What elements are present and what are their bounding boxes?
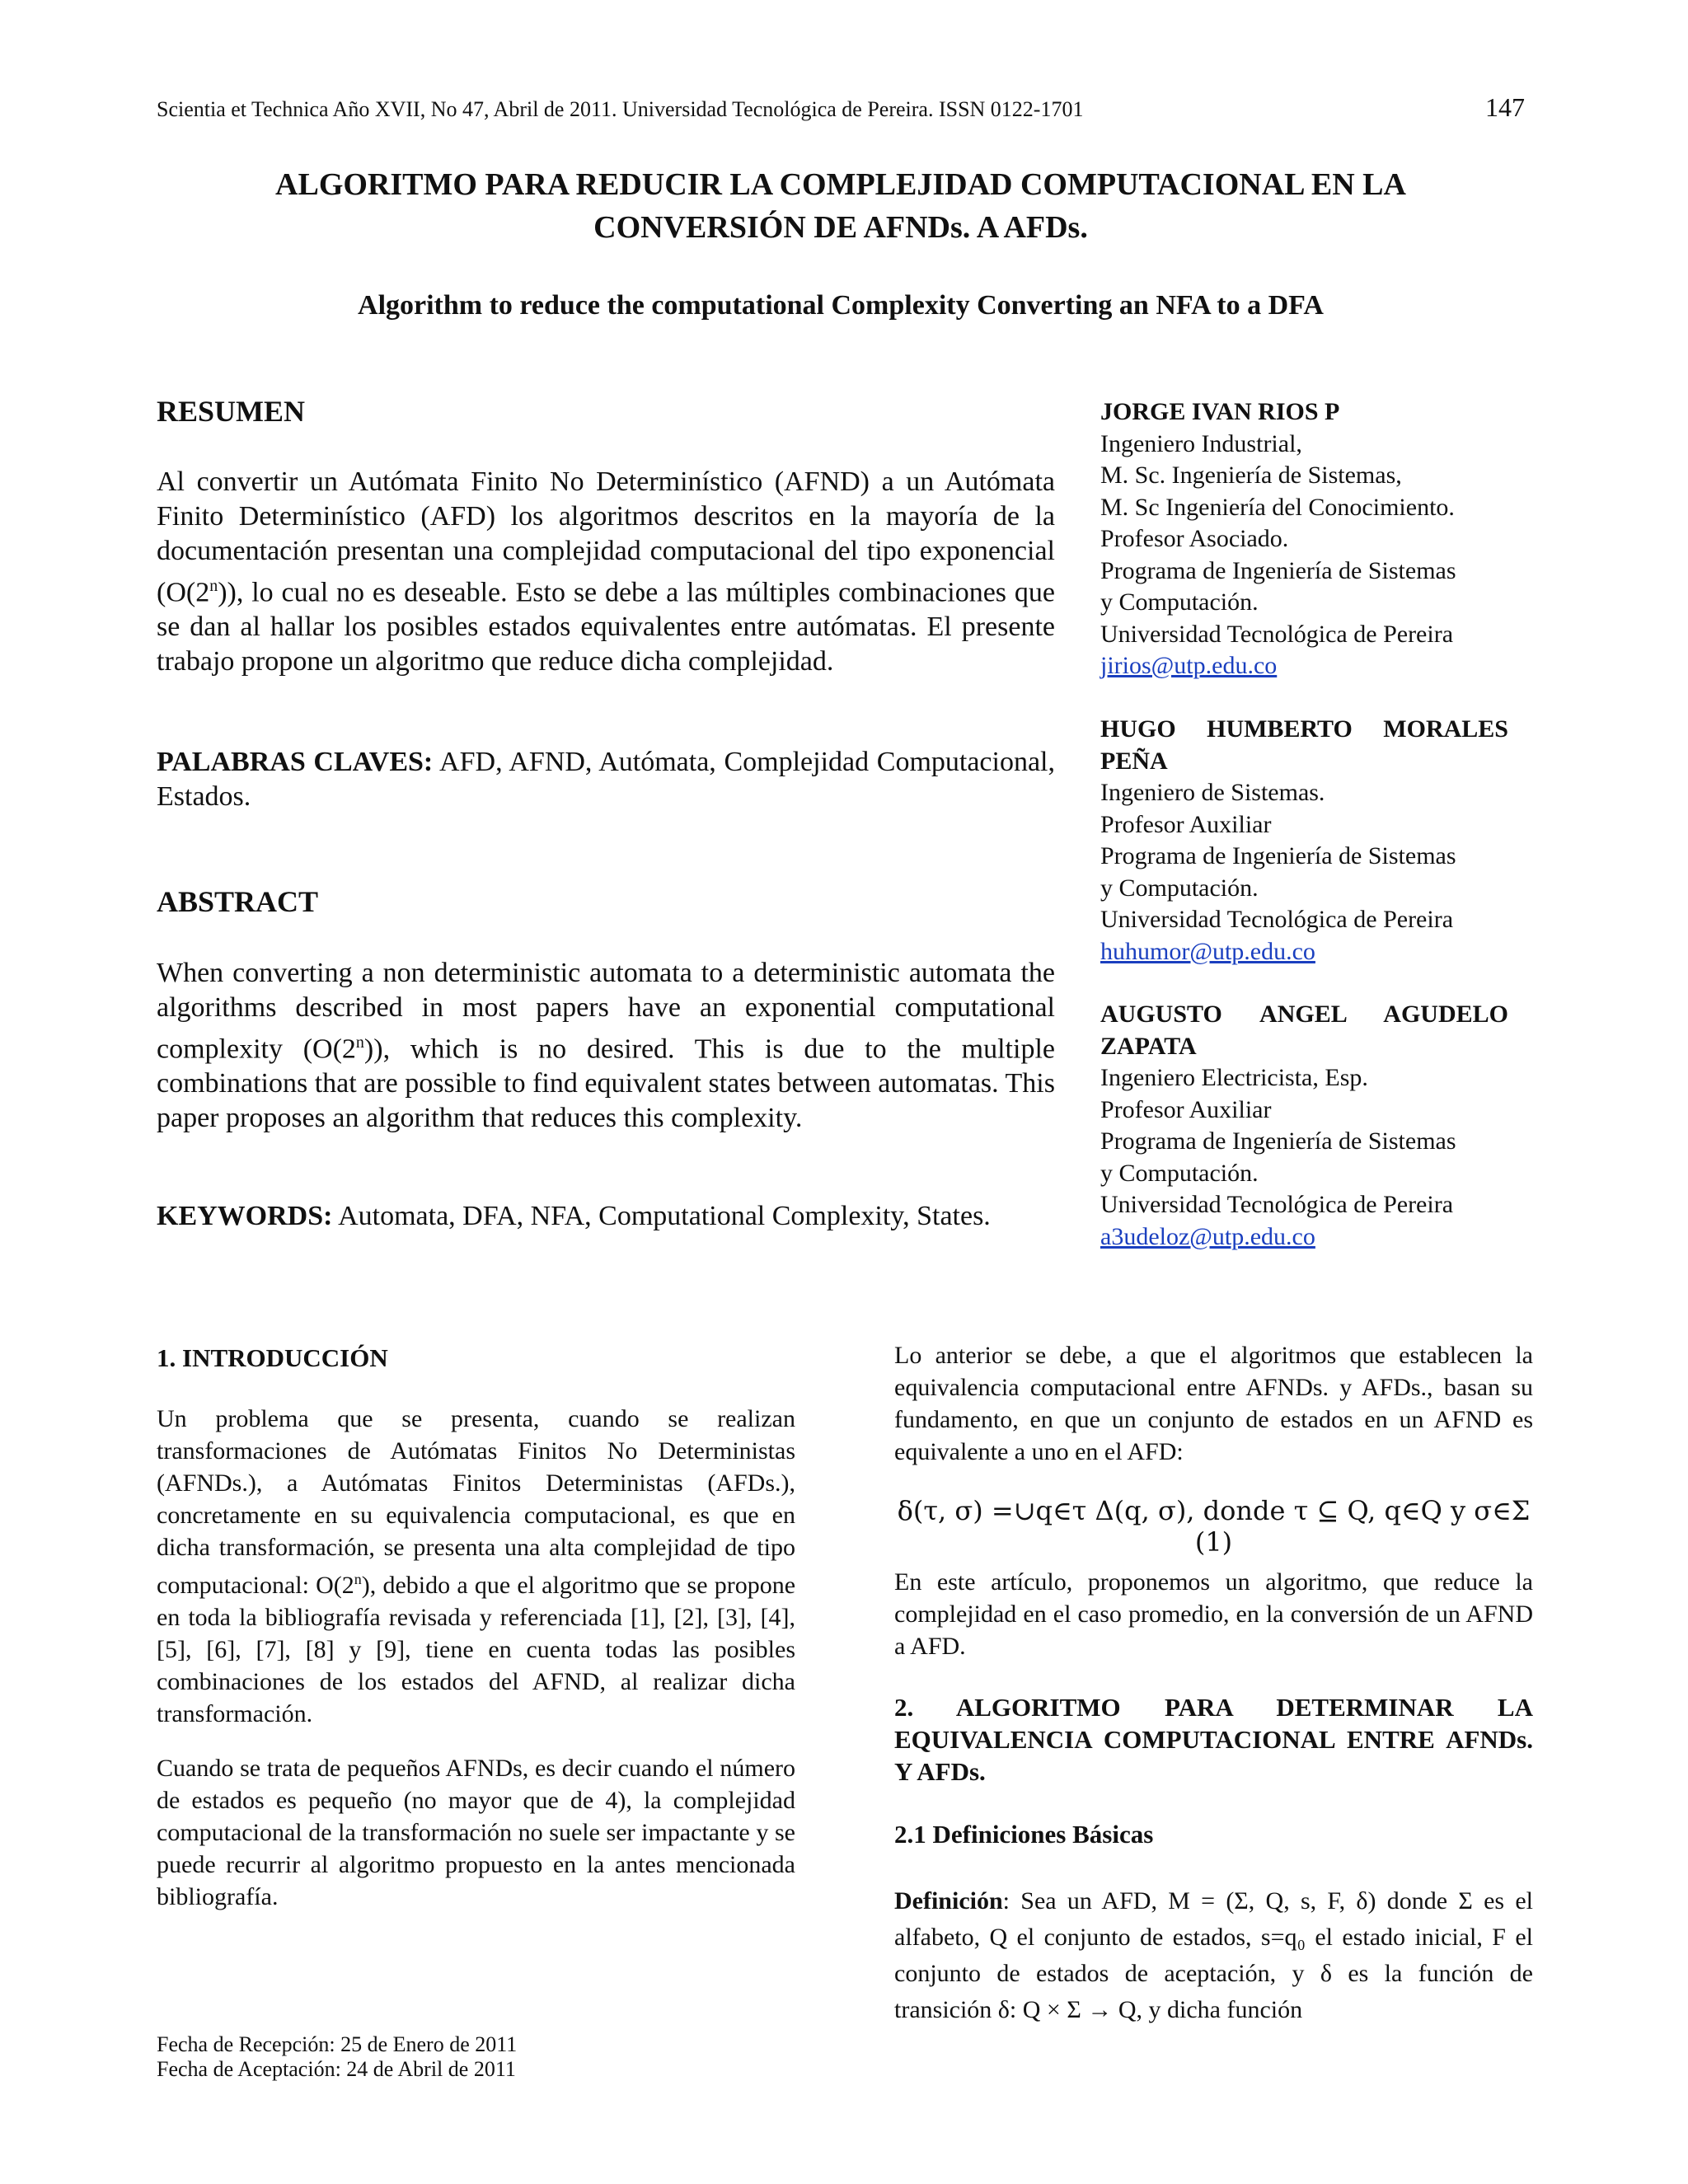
english-title: Algorithm to reduce the computational Complexity Converting an NFA to a DFA [358, 290, 1324, 321]
accepted-date: Fecha de Aceptación: 24 de Abril de 2011 [157, 2057, 516, 2081]
section-2-heading: 2. ALGORITMO PARA DETERMINAR LA EQUIVALENCIA COMPUTACIONAL ENTRE AFNDs. Y AFDs. [894, 1693, 1533, 1786]
received-date: Fecha de Recepción: 25 de Enero de 2011 [157, 2032, 518, 2056]
author-name: JORGE IVAN RIOS P [1100, 398, 1340, 425]
right-paragraph-1: Lo anterior se debe, a que el algoritmos que establecen la equivalencia computacional entre AFNDs. y AFDs., basan su fundamento, en que un conjunto de estados en un AFND es equivalente a uno en el AFD: [894, 1342, 1533, 1465]
author-name: AUGUSTO ANGEL AGUDELO [1100, 1001, 1508, 1028]
abstract-heading: ABSTRACT [157, 885, 319, 918]
equation-1: δ(τ, σ) =∪q∈τ Δ(q, σ), donde τ ⊆ Q, q∈Q y σ∈Σ (1) [897, 1495, 1531, 1558]
footnote-dates [157, 2032, 517, 2082]
palabras-claves: PALABRAS CLAVES: AFD, AFND, Autómata, Complejidad Computacional, Estados. [157, 747, 1055, 812]
section-2-1-heading: 2.1 Definiciones Básicas [894, 1820, 1154, 1849]
paper-title [157, 163, 1525, 249]
author-email-link[interactable]: huhumor@utp.edu.co [1100, 937, 1315, 965]
title-line-1: ALGORITMO PARA REDUCIR LA COMPLEJIDAD COMPUTACIONAL EN LA [275, 167, 1406, 202]
title-line-2: CONVERSIÓN DE AFNDs. A AFDs. [593, 210, 1088, 245]
running-header [157, 92, 1525, 122]
resumen-heading: RESUMEN [157, 395, 306, 428]
definition-paragraph: Definición: Sea un AFD, M = (Σ, Q, s, F, δ) donde Σ es el alfabeto, Q el conjunto de estados, s=q₀ el estado inicial, F el conjunto de estados de aceptación, y δ es la función de transición δ: Q × Σ → Q, y dicha función [894, 1887, 1533, 2023]
intro-paragraph-1: Un problema que se presenta, cuando se realizan transformaciones de Autómatas Finitos No Deterministas (AFNDs.), a Autómatas Finitos Deterministas (AFDs.), concretamente en su equivalencia computacional, es que en dicha transformación, se presenta una alta complejidad de tipo computacional: O(2$^n$), debido a que el algoritmo que se propone en toda la bibliografía revisada y referenciada [1], [2], [3], [4], [5], [6], [7], [8] y [9], tiene en cuenta todas las posibles combinaciones de los estados del AFND, al realizar dicha transformación. [157, 1405, 796, 1727]
author-email-link[interactable]: a3udeloz@utp.edu.co [1100, 1222, 1315, 1250]
keywords: KEYWORDS: Automata, DFA, NFA, Computational Complexity, States. [157, 1201, 991, 1231]
resumen-text: Al convertir un Autómata Finito No Determinístico (AFND) a un Autómata Finito Determinístico (AFD) los algoritmos descritos en la mayoría de la documentación presentan una complejidad computacional del tipo exponencial (O(2$^n$)), lo cual no es deseable. Esto se debe a las múltiples combinaciones que se dan al hallar los posibles estados equivalentes entre autómatas. El presente trabajo propone un algoritmo que reduce dicha complejidad. [157, 466, 1055, 677]
author-name: HUGO HUMBERTO MORALES [1100, 715, 1508, 743]
page-number: 147 [1485, 92, 1525, 122]
author-block-2: HUGO HUMBERTO MORALES PEÑA Ingeniero de Sistemas. Profesor Auxiliar Programa de Ingeniería de Sistemas y Computación. Universidad Tecnológica de Pereira huhumor@utp.edu.co [1100, 715, 1508, 965]
right-paragraph-2: En este artículo, proponemos un algoritmo, que reduce la complejidad en el caso promedio, en la conversión de un AFND a AFD. [894, 1568, 1533, 1660]
author-block-3: AUGUSTO ANGEL AGUDELO ZAPATA Ingeniero Electricista, Esp. Profesor Auxiliar Programa de Ingeniería de Sistemas y Computación. Universidad Tecnológica de Pereira a3udeloz@utp.edu.co [1100, 1001, 1508, 1250]
intro-paragraph-2: Cuando se trata de pequeños AFNDs, es decir cuando el número de estados es pequeño (no mayor que de 4), la complejidad computacional de la transformación no suele ser impactante y se puede recurrir al algoritmo propuesto en la antes mencionada bibliografía. [157, 1755, 795, 1910]
intro-heading: 1. INTRODUCCIÓN [157, 1343, 388, 1372]
abstract-text: When converting a non deterministic automata to a deterministic automata the algorithms described in most papers have an exponential computational complexity (O(2$^n$)), which is no desired. This is due to the multiple combinations that are possible to find equivalent states between automatas. This paper proposes an algorithm that reduces this complexity. [157, 958, 1055, 1134]
author-block-1: JORGE IVAN RIOS P Ingeniero Industrial, M. Sc. Ingeniería de Sistemas, M. Sc Ingeniería del Conocimiento. Profesor Asociado. Programa de Ingeniería de Sistemas y Computación. Universidad Tecnológica de Pereira jirios@utp.edu.co [1100, 396, 1512, 682]
journal-citation: Scientia et Technica Año XVII, No 47, Abril de 2011. Universidad Tecnológica de Pereira. ISSN 0122-1701 [157, 97, 1084, 121]
author-email-link[interactable]: jirios@utp.edu.co [1100, 652, 1278, 679]
